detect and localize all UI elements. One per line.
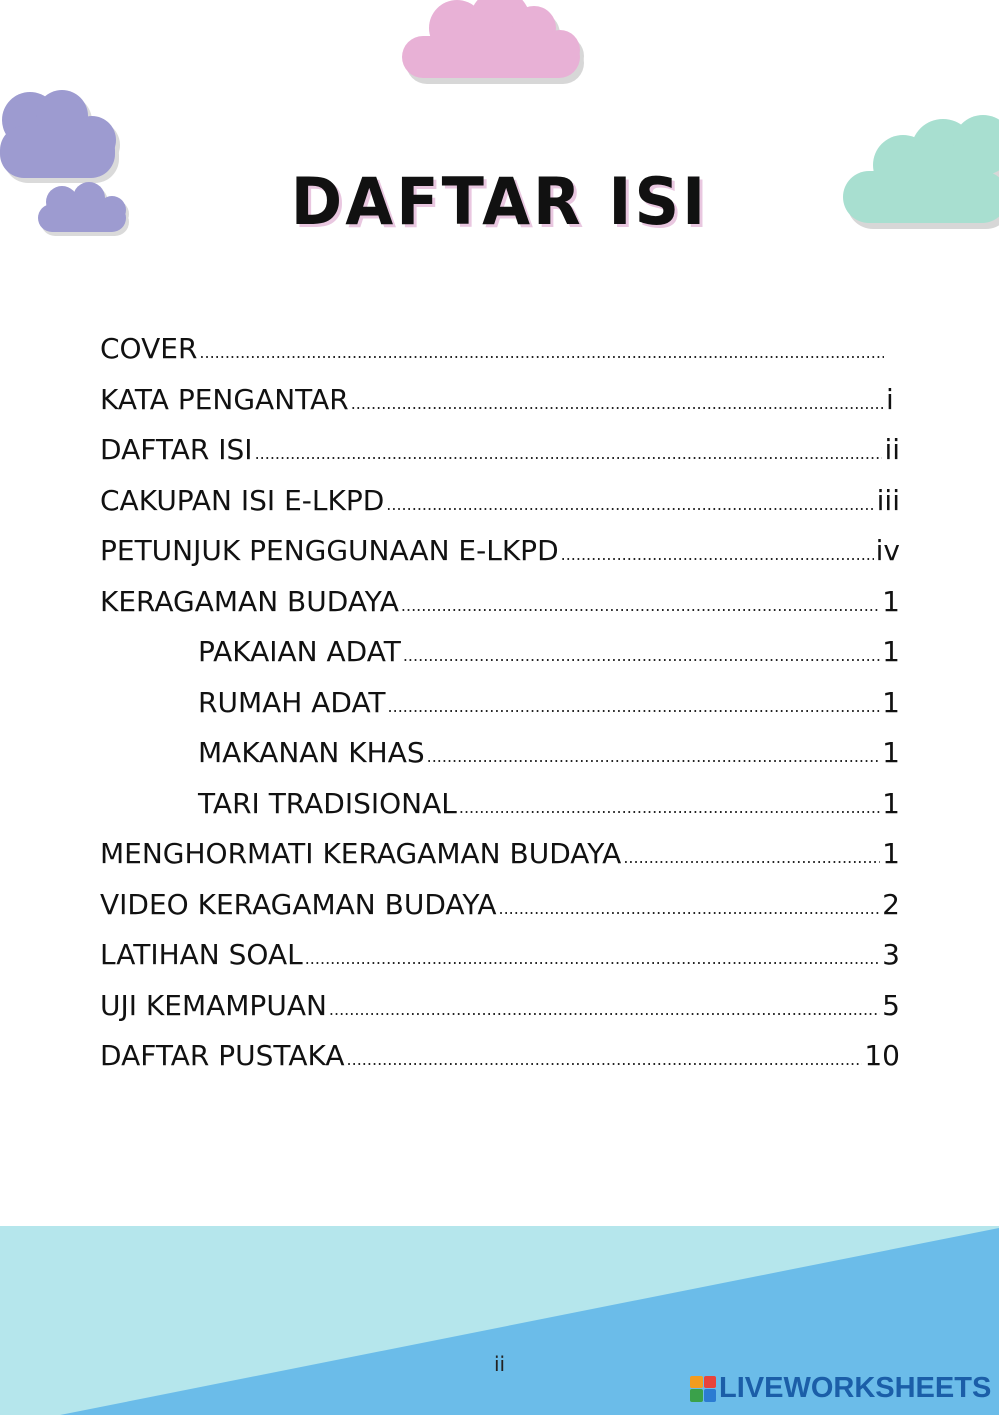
toc-dot-leader (329, 1000, 880, 1019)
toc-entry-page: 10 (864, 1039, 900, 1072)
toc-dot-leader (351, 394, 884, 413)
toc-entry (100, 1039, 900, 1090)
toc-entry (100, 484, 900, 535)
toc-dot-leader (199, 343, 884, 362)
liveworksheets-logo-icon (690, 1376, 716, 1402)
toc-entry (100, 989, 900, 1040)
toc-entry-label: DAFTAR ISI (100, 433, 253, 466)
toc-dot-leader (427, 747, 881, 766)
toc-entry-label: MAKANAN KHAS (198, 736, 425, 769)
toc-entry (100, 433, 900, 484)
toc-entry (100, 686, 900, 737)
toc-dot-leader (255, 444, 883, 463)
toc-entry (100, 534, 900, 585)
toc-entry-page: ii (884, 433, 900, 466)
toc-entry (100, 787, 900, 838)
toc-entry-page: 1 (882, 584, 900, 618)
toc-entry-label: MENGHORMATI KERAGAMAN BUDAYA (100, 837, 622, 870)
liveworksheets-brand (690, 1372, 991, 1405)
toc-entry-label: UJI KEMAMPUAN (100, 988, 327, 1022)
toc-entry (100, 383, 900, 434)
toc-entry-label: RUMAH ADAT (198, 685, 386, 719)
toc-entry-page: i (886, 382, 894, 416)
toc-entry-page: 1 (882, 837, 900, 870)
toc-dot-leader (401, 596, 880, 615)
toc-entry-label: VIDEO KERAGAMAN BUDAYA (100, 887, 497, 921)
toc-entry (100, 585, 900, 636)
toc-dot-leader (623, 848, 880, 867)
toc-entry (100, 837, 900, 888)
toc-dot-leader (459, 798, 880, 817)
toc-dot-leader (561, 545, 874, 564)
toc-entry (100, 938, 900, 989)
toc-entry-page: iii (876, 483, 900, 517)
pink-cloud (402, 0, 587, 90)
toc-dot-leader (305, 949, 880, 968)
toc-entry-label: DAFTAR PUSTAKA (100, 1039, 345, 1072)
toc-entry (100, 888, 900, 939)
toc-dot-leader (386, 495, 874, 514)
toc-entry-page: 1 (882, 635, 900, 668)
toc-entry-page: 2 (882, 887, 900, 921)
toc-entry-label: KERAGAMAN BUDAYA (100, 584, 399, 618)
toc-entry-label: KATA PENGANTAR (100, 382, 349, 416)
toc-entry-label: COVER (100, 332, 198, 365)
toc-entry-page: 1 (882, 786, 900, 820)
toc-entry-label: PAKAIAN ADAT (198, 635, 401, 668)
toc-entry-label: TARI TRADISIONAL (198, 786, 457, 820)
toc-entry (100, 332, 900, 383)
toc-entry-page: 1 (882, 736, 900, 769)
page-title: DAFTAR ISI (290, 163, 709, 240)
toc-entry-page: iv (875, 534, 900, 567)
toc-entry-page: 3 (882, 938, 900, 971)
brand-name: LIVEWORKSHEETS (719, 1372, 992, 1404)
toc-dot-leader (347, 1050, 863, 1069)
toc-dot-leader (498, 899, 880, 918)
toc-entry-label: LATIHAN SOAL (100, 938, 303, 971)
toc-entry-page: 1 (882, 685, 900, 719)
toc-dot-leader (403, 646, 880, 665)
toc-entry-label: PETUNJUK PENGGUNAAN E-LKPD (100, 534, 559, 567)
toc-entry (100, 736, 900, 787)
toc-entry-page: 5 (882, 988, 900, 1022)
toc-entry (100, 635, 900, 686)
toc-entry-label: CAKUPAN ISI E-LKPD (100, 483, 385, 517)
toc-dot-leader (388, 697, 881, 716)
page-number: ii (493, 1352, 506, 1376)
table-of-contents (100, 332, 900, 1090)
